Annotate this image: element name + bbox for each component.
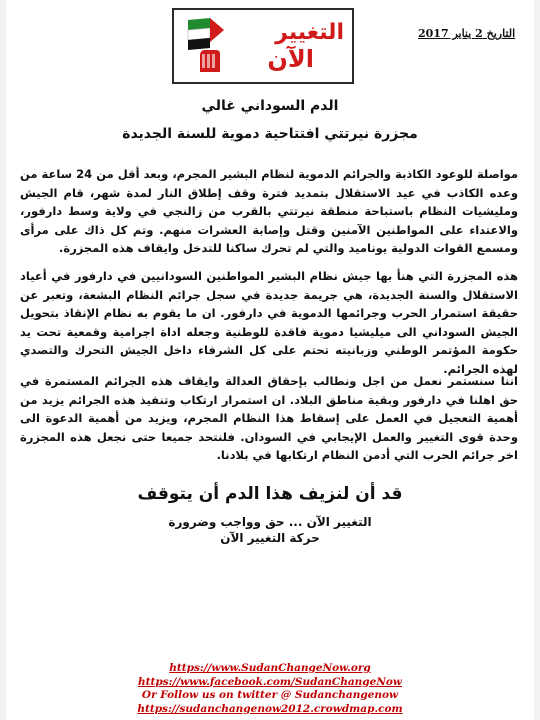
header [6,0,534,88]
paragraph-1: مواصلة للوعود الكاذبة والجرائم الدموية لنظام البشير المجرم، وبعد أقل من 24 ساعة من وعده الكاذب في عيد الاستقلال بتمديد فترة وقف إطلاق النار لمدة شهر، قام الجيش ومليشيات النظام باستباحة منطقة نيرتتي بالقرب من زالنجي في ولاية وسط دارفور، والاعتداء على المواطنين الآمنين وقتل وإصابة العشرات منهم. وتم كل ذاك على مرأى ومسمع القوات الدولية يوناميد والتي لم تحرك ساكنا للتدخل وايقاف هذه المجزرة. [20,167,518,255]
subtitle: مجزرة نيرتتي افتتاحية دموية للسنة الجديدة [122,126,418,142]
facebook-link[interactable]: https://www.facebook.com/SudanChangeNow [138,675,402,688]
hand-flag-icon [180,16,232,74]
main-title: الدم السوداني غالي [201,98,339,114]
signature-org: حركة التغيير الآن [220,531,320,545]
statement-page [6,0,534,720]
crowdmap-link[interactable]: https://sudanchangenow2012.crowdmap.com [137,702,403,715]
closing-block [6,482,534,546]
paragraph-2: هذه المجزرة التي هنأ بها جيش نظام البشير المواطنين السودانيين في دارفور في أعياد الاستقلال والسنة الجديدة، هي جريمة جديدة في سجل جرائم النظام البشعة، وتعبر عن حقيقة استمرار الحرب وجرائمها الدموية في دارفور. ان ما يقوم به نظام الإنقاذ بتحويل الجيش السوداني الى ميليشيا دموية فاقدة للوطنية وجعله اداة اجرامية وقمعية تحت يد حكومة المؤتمر الوطني وزبانيته تحتم على كل الشرفاء داخل الجيش التحرك والتصدي لهذه الجرائم. [20,269,518,376]
logo-line2: الآن [267,45,314,73]
logo-line1: التغيير [275,20,344,45]
twitter-line[interactable]: Or Follow us on twitter @ Sudanchangenow [141,689,399,701]
signature-motto: التغيير الآن ... حق وواجب وضرورة [168,515,372,529]
paragraph-3: اننا سنستمر نعمل من اجل ونطالب بإحقاق العدالة وايقاف هذه الجرائم المستمرة في حق اهلنا في دارفور وبقية مناطق البلاد. ان استمرار ارتكاب وتنفيذ هذه الجرائم يزيد من أهمية التعجيل في العمل على إسقاط هذا النظام المجرم، ويزيد من أهمية الدعوة الى وحدة قوى التغيير والعمل الإيجابي في السودان. فلنتحد جميعا حتى نجعل هذه المجزرة اخر جرائم الحرب التي أدمن النظام ارتكابها في بلادنا. [20,374,518,462]
website-link[interactable]: https://www.SudanChangeNow.org [169,662,371,674]
logo-text [232,20,344,72]
title-block [6,96,534,144]
logo [172,8,354,84]
links-block [6,662,534,716]
slogan: قد أن لنزيف هذا الدم أن يتوقف [137,484,403,504]
document-date: التاريخ 2 يناير 2017 [418,27,516,40]
